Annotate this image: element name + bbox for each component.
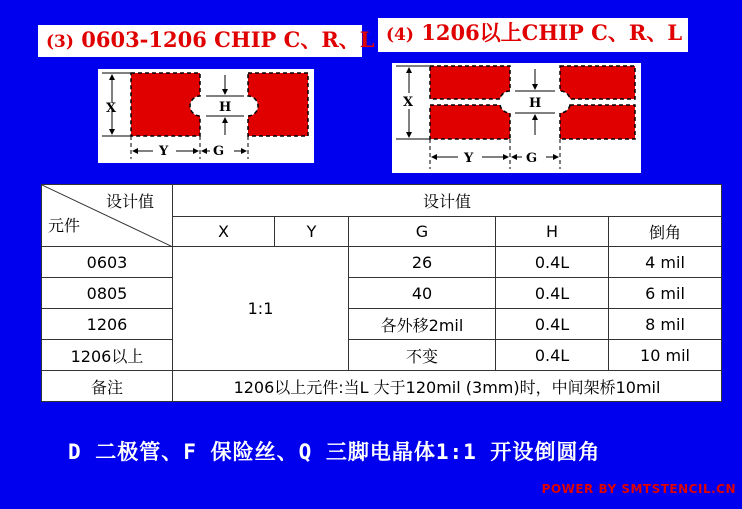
chamfer-cell: 10 mil xyxy=(609,340,722,371)
group-header-design-value: 设计值 xyxy=(173,185,722,217)
right-pad-lower xyxy=(560,105,635,139)
col-header-y: Y xyxy=(275,217,349,247)
table-row xyxy=(42,309,722,340)
component-cell: 0603 xyxy=(42,247,173,278)
section-title-text: 1206以上CHIP C、R、L xyxy=(421,20,683,45)
footer-description: D 二极管、F 保险丝、Q 三脚电晶体1:1 开设倒圆角 xyxy=(68,440,601,464)
h-dimension-label: H xyxy=(529,96,542,111)
right-pad-upper xyxy=(560,66,635,99)
y-dimension-label: Y xyxy=(464,151,474,166)
component-cell: 1206以上 xyxy=(42,340,173,371)
col-header-chamfer: 倒角 xyxy=(609,217,722,247)
component-cell: 0805 xyxy=(42,278,173,309)
component-cell: 1206 xyxy=(42,309,173,340)
h-cell: 0.4L xyxy=(496,247,609,278)
h-cell: 0.4L xyxy=(496,309,609,340)
y-dimension-label: Y xyxy=(159,144,169,159)
corner-component-label: 元件 xyxy=(48,216,81,235)
chamfer-cell: 6 mil xyxy=(609,278,722,309)
section-number: (4) xyxy=(386,25,414,45)
note-text: 1206以上元件:当L 大于120mil (3mm)时，中间架桥10mil xyxy=(173,371,722,402)
corner-header-cell xyxy=(42,185,173,247)
right-pad xyxy=(248,73,308,136)
col-header-x: X xyxy=(173,217,275,247)
col-header-h: H xyxy=(496,217,609,247)
chamfer-cell: 4 mil xyxy=(609,247,722,278)
chamfer-cell: 8 mil xyxy=(609,309,722,340)
note-row xyxy=(42,371,722,402)
table-row xyxy=(42,278,722,309)
g-cell: 各外移2mil xyxy=(349,309,496,340)
section-number: (3) xyxy=(46,32,74,52)
table-row xyxy=(42,340,722,371)
h-cell: 0.4L xyxy=(496,278,609,309)
design-value-table xyxy=(41,184,722,402)
col-header-g: G xyxy=(349,217,496,247)
section-title-0603-1206 xyxy=(38,25,375,57)
g-dimension-label: G xyxy=(526,151,538,166)
g-cell: 不变 xyxy=(349,340,496,371)
pad-diagram-large xyxy=(392,63,641,173)
watermark: POWER BY SMTSTENCIL.CN xyxy=(541,482,736,496)
g-dimension-label: G xyxy=(213,144,225,159)
corner-design-value-label: 设计值 xyxy=(105,192,154,211)
left-pad-lower xyxy=(430,105,510,139)
note-label: 备注 xyxy=(42,371,173,402)
xy-ratio-cell: 1:1 xyxy=(173,247,349,371)
h-cell: 0.4L xyxy=(496,340,609,371)
left-pad xyxy=(131,73,200,136)
table-row xyxy=(42,247,722,278)
section-title-above-1206 xyxy=(378,18,688,52)
h-dimension-label: H xyxy=(219,100,232,115)
section-title-text: 0603-1206 CHIP C、R、L xyxy=(81,27,375,52)
g-cell: 40 xyxy=(349,278,496,309)
g-cell: 26 xyxy=(349,247,496,278)
x-dimension-label: X xyxy=(403,95,414,110)
left-pad-upper xyxy=(430,66,510,99)
x-dimension-label: X xyxy=(106,101,117,116)
pad-diagram-standard xyxy=(98,69,314,163)
